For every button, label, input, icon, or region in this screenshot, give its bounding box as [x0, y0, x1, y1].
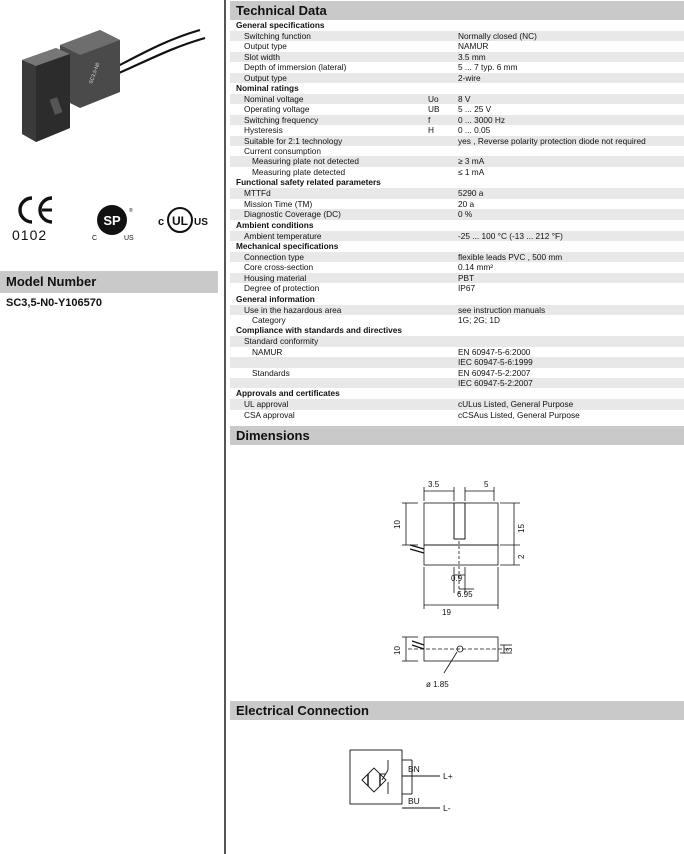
row-value: NAMUR	[458, 41, 684, 51]
svg-text:®: ®	[129, 208, 133, 214]
table-row	[230, 368, 684, 378]
csa-c-label: C	[92, 235, 98, 242]
row-value: 8 V	[458, 94, 684, 104]
technical-data-heading: Technical Data	[230, 1, 684, 20]
row-label: Nominal voltage	[230, 94, 428, 104]
row-label	[230, 357, 428, 367]
table-row	[230, 73, 684, 83]
wire-bn-label: BN	[408, 764, 420, 775]
right-column	[230, 0, 684, 820]
group-heading	[230, 83, 684, 94]
csa-mark-icon	[90, 202, 140, 242]
row-value	[458, 336, 684, 346]
table-row	[230, 62, 684, 72]
row-symbol	[428, 399, 458, 409]
row-label: Output type	[230, 41, 428, 51]
row-label: NAMUR	[230, 347, 428, 357]
row-label: Ambient temperature	[230, 231, 428, 241]
row-symbol	[428, 167, 458, 177]
row-value: cULus Listed, General Purpose	[458, 399, 684, 409]
row-symbol	[428, 315, 458, 325]
row-symbol	[428, 336, 458, 346]
row-symbol	[428, 347, 458, 357]
terminal-lminus-label: L-	[443, 803, 451, 814]
row-symbol	[428, 52, 458, 62]
csa-us-label: US	[124, 235, 134, 242]
row-label	[230, 378, 428, 388]
row-symbol	[428, 209, 458, 219]
row-value	[458, 146, 684, 156]
model-number-heading: Model Number	[0, 271, 218, 293]
row-symbol	[428, 231, 458, 241]
group-heading	[230, 220, 684, 231]
dim-10-bottom: 10	[393, 646, 402, 656]
row-label: Current consumption	[230, 146, 428, 156]
row-value: PBT	[458, 273, 684, 283]
dim-15: 15	[517, 524, 526, 534]
row-symbol	[428, 73, 458, 83]
row-value: 5 ... 7 typ. 6 mm	[458, 62, 684, 72]
row-symbol	[428, 199, 458, 209]
table-row	[230, 115, 684, 125]
table-row	[230, 31, 684, 41]
table-row	[230, 336, 684, 346]
column-divider	[224, 0, 226, 854]
row-label: UL approval	[230, 399, 428, 409]
table-row	[230, 199, 684, 209]
row-label: Switching function	[230, 31, 428, 41]
row-label: Operating voltage	[230, 104, 428, 114]
group-heading-text: Compliance with standards and directives	[230, 325, 684, 336]
group-heading-text: Ambient conditions	[230, 220, 684, 231]
ul-c-label: c	[158, 216, 165, 228]
table-row	[230, 231, 684, 241]
row-symbol	[428, 262, 458, 272]
dim-10-left: 10	[393, 520, 402, 530]
row-label: Measuring plate detected	[230, 167, 428, 177]
row-label: Measuring plate not detected	[230, 156, 428, 166]
dim-diameter: ø 1.85	[426, 680, 449, 690]
row-label: Use in the hazardous area	[230, 305, 428, 315]
row-label: Standard conformity	[230, 336, 428, 346]
table-row	[230, 52, 684, 62]
row-value: IEC 60947-5-2:2007	[458, 378, 684, 388]
row-value: 3.5 mm	[458, 52, 684, 62]
row-symbol	[428, 136, 458, 146]
row-symbol: H	[428, 125, 458, 135]
dim-5: 5	[484, 480, 489, 490]
row-value: yes , Reverse polarity protection diode not required	[458, 136, 684, 146]
table-row	[230, 188, 684, 198]
table-row	[230, 305, 684, 315]
row-value: -25 ... 100 °C (-13 ... 212 °F)	[458, 231, 684, 241]
table-row	[230, 357, 684, 367]
row-label: MTTFd	[230, 188, 428, 198]
row-value: EN 60947-5-2:2007	[458, 368, 684, 378]
group-heading	[230, 20, 684, 31]
row-symbol	[428, 188, 458, 198]
svg-text:SP: SP	[103, 213, 121, 228]
group-heading	[230, 325, 684, 336]
row-value: 2-wire	[458, 73, 684, 83]
ce-number: 0102	[12, 227, 48, 243]
row-value: Normally closed (NC)	[458, 31, 684, 41]
table-row	[230, 136, 684, 146]
group-heading	[230, 388, 684, 399]
ul-us-label: US	[194, 217, 208, 228]
row-symbol	[428, 305, 458, 315]
table-row	[230, 94, 684, 104]
row-symbol: f	[428, 115, 458, 125]
wire-bu-label: BU	[408, 796, 420, 807]
product-photo	[0, 0, 224, 160]
ce-mark-icon	[12, 194, 58, 226]
table-row	[230, 347, 684, 357]
dim-19: 19	[442, 608, 451, 618]
row-value: 0 ... 3000 Hz	[458, 115, 684, 125]
row-label: Category	[230, 315, 428, 325]
dim-2: 2	[517, 554, 526, 560]
group-heading	[230, 294, 684, 305]
group-heading	[230, 177, 684, 188]
table-row	[230, 41, 684, 51]
table-row	[230, 252, 684, 262]
row-label: Connection type	[230, 252, 428, 262]
group-heading-text: General information	[230, 294, 684, 305]
row-value: ≥ 3 mA	[458, 156, 684, 166]
table-row	[230, 104, 684, 114]
row-value: cCSAus Listed, General Purpose	[458, 410, 684, 420]
row-label: Degree of protection	[230, 283, 428, 293]
electrical-connection-diagram	[230, 720, 684, 820]
row-symbol	[428, 273, 458, 283]
row-symbol	[428, 146, 458, 156]
row-label: Slot width	[230, 52, 428, 62]
row-symbol	[428, 252, 458, 262]
dim-6-95: 6.95	[457, 590, 473, 600]
row-symbol: Uo	[428, 94, 458, 104]
row-symbol	[428, 31, 458, 41]
row-value: IP67	[458, 283, 684, 293]
table-row	[230, 167, 684, 177]
table-row	[230, 125, 684, 135]
row-label: Standards	[230, 368, 428, 378]
group-heading-text: Mechanical specifications	[230, 241, 684, 252]
dim-3: 3	[505, 647, 514, 653]
row-value: 20 a	[458, 199, 684, 209]
row-value: 0 %	[458, 209, 684, 219]
group-heading-text: General specifications	[230, 20, 684, 31]
technical-data-table	[230, 20, 684, 420]
row-symbol: UB	[428, 104, 458, 114]
row-label: Output type	[230, 73, 428, 83]
table-row	[230, 156, 684, 166]
row-symbol	[428, 368, 458, 378]
table-row	[230, 399, 684, 409]
row-label: Depth of immersion (lateral)	[230, 62, 428, 72]
electrical-connection-heading: Electrical Connection	[230, 701, 684, 720]
group-heading	[230, 241, 684, 252]
row-value: 0 ... 0.05	[458, 125, 684, 135]
ul-mark-icon	[156, 203, 216, 237]
row-symbol	[428, 41, 458, 51]
row-value: see instruction manuals	[458, 305, 684, 315]
row-label: CSA approval	[230, 410, 428, 420]
dim-0-9: 0.9	[451, 574, 463, 584]
row-label: Mission Time (TM)	[230, 199, 428, 209]
row-value: 1G; 2G; 1D	[458, 315, 684, 325]
row-symbol	[428, 62, 458, 72]
svg-text:UL: UL	[172, 214, 188, 228]
table-row	[230, 209, 684, 219]
group-heading-text: Approvals and certificates	[230, 388, 684, 399]
table-row	[230, 315, 684, 325]
table-row	[230, 262, 684, 272]
row-label: Switching frequency	[230, 115, 428, 125]
row-label: Diagnostic Coverage (DC)	[230, 209, 428, 219]
table-row	[230, 146, 684, 156]
row-label: Housing material	[230, 273, 428, 283]
row-label: Core cross-section	[230, 262, 428, 272]
group-heading-text: Nominal ratings	[230, 83, 684, 94]
dimensions-heading: Dimensions	[230, 426, 684, 445]
product-photo-label: SC3,5-N0	[88, 62, 102, 85]
row-value: 5 ... 25 V	[458, 104, 684, 114]
row-symbol	[428, 357, 458, 367]
row-value: IEC 60947-5-6:1999	[458, 357, 684, 367]
row-symbol	[428, 283, 458, 293]
dimensions-drawing	[230, 445, 684, 695]
row-symbol	[428, 410, 458, 420]
group-heading-text: Functional safety related parameters	[230, 177, 684, 188]
table-row	[230, 410, 684, 420]
row-value: 0.14 mm²	[458, 262, 684, 272]
table-row	[230, 283, 684, 293]
row-symbol	[428, 156, 458, 166]
row-symbol	[428, 378, 458, 388]
row-value: EN 60947-5-6:2000	[458, 347, 684, 357]
table-row	[230, 378, 684, 388]
row-value: ≤ 1 mA	[458, 167, 684, 177]
dim-3-5: 3.5	[428, 480, 440, 490]
terminal-lplus-label: L+	[443, 771, 453, 782]
row-value: 5290 a	[458, 188, 684, 198]
row-label: Suitable for 2:1 technology	[230, 136, 428, 146]
row-value: flexible leads PVC , 500 mm	[458, 252, 684, 262]
table-row	[230, 273, 684, 283]
model-number: SC3,5-N0-Y106570	[6, 297, 103, 309]
left-column	[0, 0, 224, 854]
row-label: Hysteresis	[230, 125, 428, 135]
